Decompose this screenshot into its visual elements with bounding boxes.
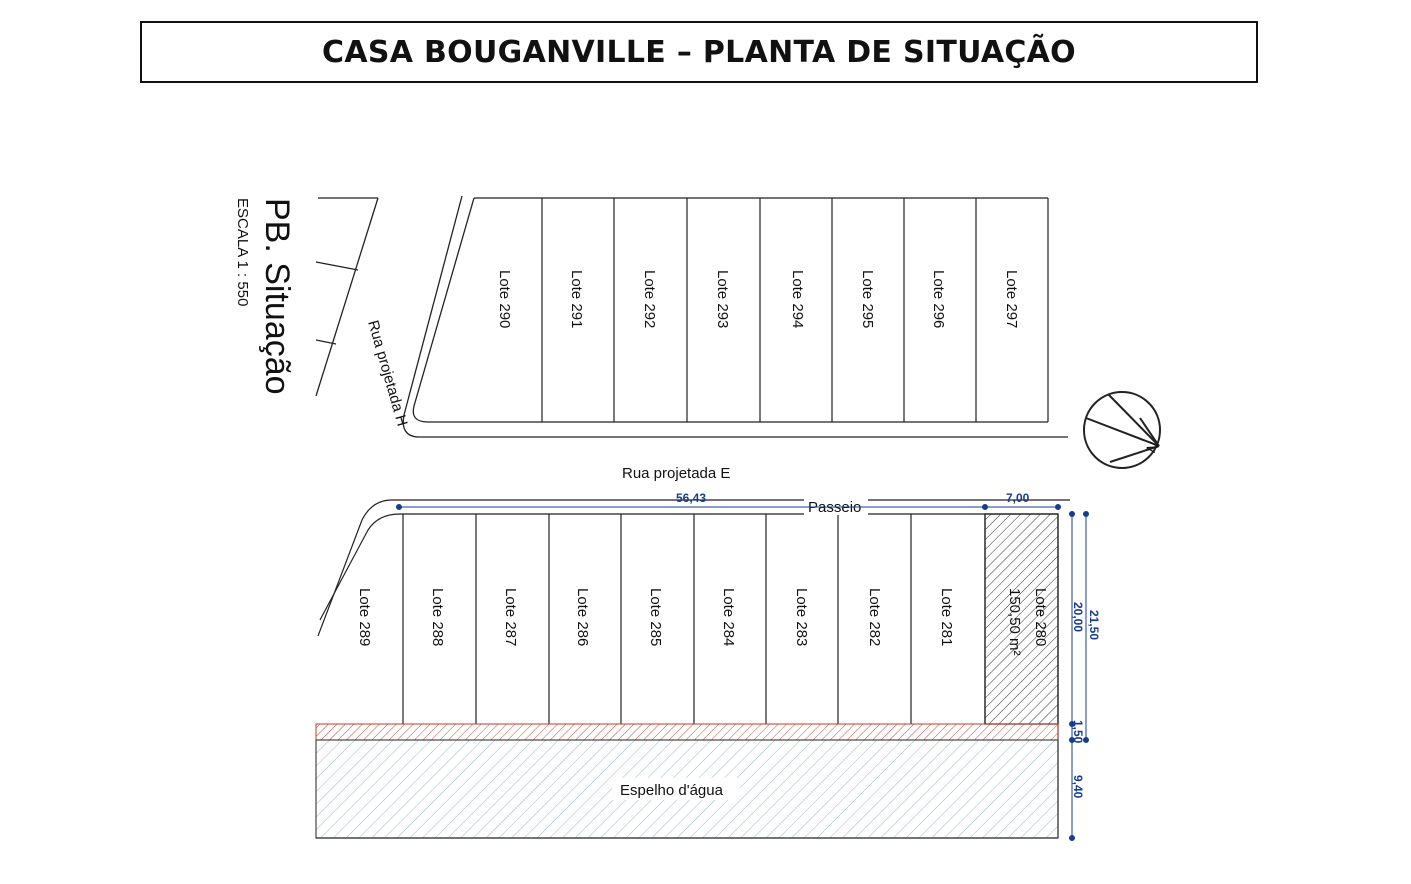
lot-label: Lote 294 [789,270,806,329]
dim-lot-depth: 20,00 [1071,602,1085,633]
scale-label: ESCALA 1 : 550 [234,198,251,307]
lot-label: Lote 284 [720,588,737,647]
dim-strip: 1,50 [1071,720,1085,744]
view-title: PB. Situação [258,198,296,395]
street-label-rua-e: Rua projetada E [622,465,731,482]
north-label: N [1142,438,1162,456]
lot-label: Lote 282 [866,588,883,647]
top-lot-labels [496,270,1020,328]
lot-label: Lote 295 [859,270,876,329]
lot-label: Lote 280 [1032,588,1049,647]
lot-label: Lote 297 [1003,270,1020,329]
lot-label: Lote 296 [930,270,947,329]
lot-label: Lote 293 [714,270,731,329]
street-label-rua-h: Rua projetada H [364,318,411,429]
view-title-group [234,198,296,395]
rear-strip [316,724,1058,740]
passeio-label: Passeio [808,499,862,516]
dim-water-depth: 9,40 [1071,775,1085,799]
lot-label: Lote 281 [938,588,955,647]
lot-label: Lote 291 [568,270,585,329]
lot-label: Lote 290 [496,270,513,329]
dim-total-depth: 21,50 [1087,610,1101,641]
dim-total-front: 56,43 [676,491,707,505]
page-title: CASA BOUGANVILLE – PLANTA DE SITUAÇÃO [322,34,1076,70]
lot-label: Lote 283 [793,588,810,647]
lot-label: Lote 285 [647,588,664,647]
lot-label: Lote 288 [429,588,446,647]
bottom-lot-labels [356,588,1049,656]
lot-label: Lote 287 [502,588,519,647]
lot-label: Lote 286 [574,588,591,647]
north-arrow-icon [1084,392,1160,468]
water-label: Espelho d'água [620,782,723,799]
lot-label: Lote 289 [356,588,373,647]
rua-h-lines [316,196,1068,437]
lot-label: Lote 292 [641,270,658,329]
dim-lot-front: 7,00 [1006,491,1030,505]
top-block [474,198,1048,422]
lot-area-label: 150,50 m² [1006,588,1023,656]
